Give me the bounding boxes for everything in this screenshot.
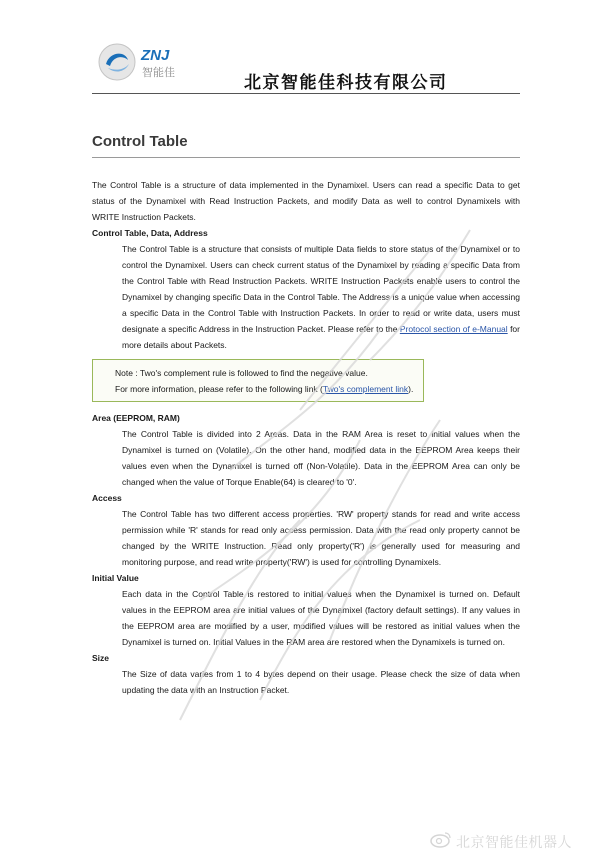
paragraph-area: The Control Table is divided into 2 Areas. Data in the RAM Area is reset to initial values when the Dynamixel is turned on (Volatile). On the other hand, modified data in the EEPROM Area keeps their values even when the Dynamixel is turned off (Non-Volatile). Data in the EEPROM Area can only be changed when the value of Torque Enable(64) is cleared to '0'.	[122, 429, 520, 487]
heading-initial-value: Initial Value	[92, 573, 139, 583]
logo-subtext: 智能佳	[142, 66, 175, 79]
control-table-text: The Control Table is a structure that consists of multiple Data fields to store status of the Dynamixel or to control the Dynamixel. Users can check current status of the Dynamixel by reading a specific Data from the Control Table with Read Instruction Packets. WRITE Instruction Packets enable users to control the Dynamixel by changing specific Data in the Control Table. The Address is a unique value when accessing a specific Data in the Control Table with Instruction Packets. In order to read or write data, users must designate a specific Address in the Instruction Packet. Please refer to the	[122, 244, 520, 334]
document-body	[92, 177, 520, 698]
note-line: Note : Two's complement rule is followed to find the negative value.	[115, 368, 368, 378]
weibo-watermark: 北京智能佳机器人	[456, 835, 572, 851]
logo-text: ZNJ	[141, 47, 170, 64]
title-divider	[92, 157, 520, 158]
paragraph-initial-value: Each data in the Control Table is restored to initial values when the Dynamixel is turned on. Default values in the EEPROM area are initial values of the Dynamixel (factory default settings). If any values in the EEPROM area are modified by a user, modified values will be restored as initial values when the Dynamixel is turned on. Initial Values in the RAM area are restored when the Dynamixels is turned on.	[122, 589, 520, 647]
header-divider	[92, 93, 520, 94]
heading-access: Access	[92, 493, 122, 503]
weibo-icon	[430, 830, 452, 848]
twos-complement-link[interactable]: Two's complement link	[322, 384, 409, 394]
page-header	[0, 0, 612, 100]
heading-area: Area (EEPROM, RAM)	[92, 413, 180, 423]
protocol-link[interactable]: Protocol section of e-Manual	[399, 324, 508, 334]
control-table-text-end: for more details about Packets.	[122, 324, 520, 350]
note-line-link	[115, 381, 417, 397]
page-title: Control Table	[92, 133, 188, 150]
note-text-end: ).	[408, 384, 414, 394]
company-logo-icon	[97, 40, 207, 84]
paragraph-size: The Size of data varies from 1 to 4 bytes depend on their usage. Please check the size of data when updating the data with an Instruction Packet.	[122, 669, 520, 695]
paragraph-access: The Control Table has two different access properties. 'RW' property stands for read and write access permission while 'R' stands for read only access permission. Data with the read only property cannot be changed by the WRITE Instruction. Read only property('R') is generally used for measuring and monitoring purpose, and read write property('RW') is used for controlling Dynamixels.	[122, 509, 520, 567]
note-text: For more information, please refer to the following link (	[115, 384, 323, 394]
note-box	[92, 359, 424, 402]
heading-size: Size	[92, 653, 110, 663]
paragraph-control-table	[92, 241, 520, 353]
intro-paragraph: The Control Table is a structure of data implemented in the Dynamixel. Users can read a specific Data to get status of the Dynamixel with Read Instruction Packets, and modify Data as well to control Dynamixels with WRITE Instruction Packets.	[92, 180, 520, 222]
company-name: 北京智能佳科技有限公司	[244, 73, 448, 93]
heading-control-table: Control Table, Data, Address	[92, 228, 208, 238]
